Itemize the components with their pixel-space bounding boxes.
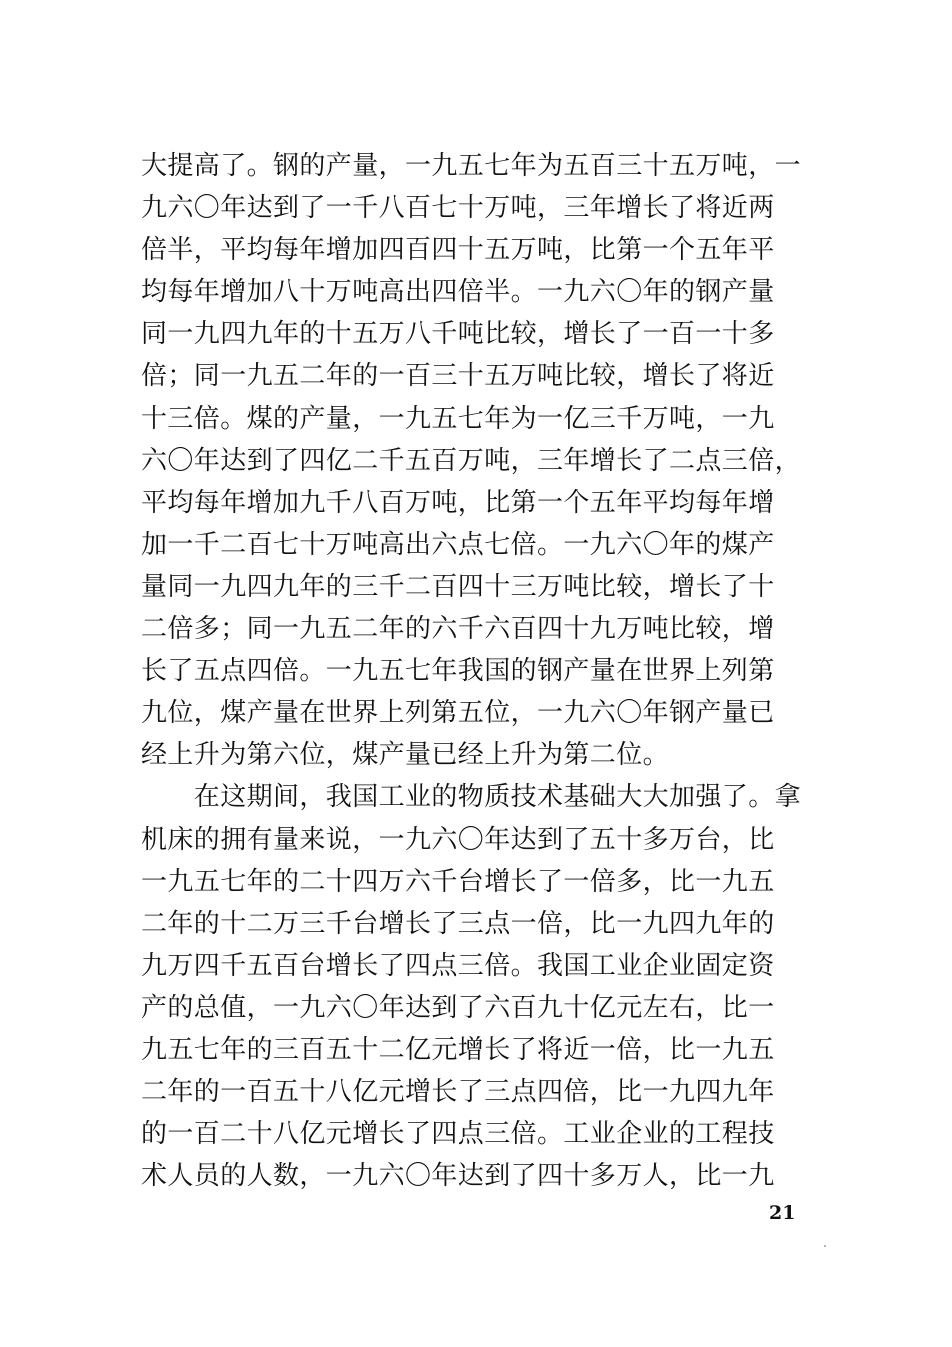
text-line: 九万四千五百台增长了四点三倍。我国工业企业固定资 — [141, 950, 775, 981]
text-line: 九位，煤产量在世界上列第五位，一九六〇年钢产量已 — [141, 698, 775, 729]
text-line: 九五七年的三百五十二亿元增长了将近一倍，比一九五 — [141, 1034, 775, 1065]
text-line: 同一九四九年的十五万八千吨比较，增长了一百一十多 — [141, 319, 775, 350]
scan-speck — [824, 1245, 826, 1247]
text-line: 十三倍。煤的产量，一九五七年为一亿三千万吨，一九 — [141, 403, 775, 434]
text-line: 加一千二百七十万吨高出六点七倍。一九六〇年的煤产 — [141, 529, 775, 560]
text-line: 二年的十二万三千台增长了三点一倍，比一九四九年的 — [141, 908, 775, 939]
text-line: 产的总值，一九六〇年达到了六百九十亿元左右，比一 — [141, 992, 775, 1023]
text-line: 机床的拥有量来说，一九六〇年达到了五十多万台，比 — [141, 824, 775, 855]
text-line: 二年的一百五十八亿元增长了三点四倍，比一九四九年 — [141, 1077, 775, 1108]
text-line: 在这期间，我国工业的物质技术基础大大加强了。拿 — [141, 782, 802, 813]
text-line: 的一百二十八亿元增长了四点三倍。工业企业的工程技 — [141, 1119, 775, 1150]
text-line: 二倍多；同一九五二年的六千六百四十九万吨比较，增 — [141, 614, 775, 645]
text-line: 平均每年增加九千八百万吨，比第一个五年平均每年增 — [141, 487, 775, 518]
text-line: 量同一九四九年的三千二百四十三万吨比较，增长了十 — [141, 571, 775, 602]
text-line: 均每年增加八十万吨高出四倍半。一九六〇年的钢产量 — [141, 277, 775, 308]
text-line: 倍；同一九五二年的一百三十五万吨比较，增长了将近 — [141, 361, 775, 392]
text-line: 一九五七年的二十四万六千台增长了一倍多，比一九五 — [141, 866, 775, 897]
page-number: 21 — [769, 1202, 796, 1224]
text-line: 倍半，平均每年增加四百四十五万吨，比第一个五年平 — [141, 235, 775, 266]
text-line: 经上升为第六位，煤产量已经上升为第二位。 — [141, 740, 670, 771]
text-line: 术人员的人数，一九六〇年达到了四十多万人，比一九 — [141, 1161, 775, 1192]
text-line: 大提高了。钢的产量，一九五七年为五百三十五万吨，一 — [141, 151, 802, 181]
body-text — [141, 145, 831, 1197]
text-line: 六〇年达到了四亿二千五百万吨，三年增长了二点三倍， — [141, 445, 802, 476]
text-line: 九六〇年达到了一千八百七十万吨，三年增长了将近两 — [141, 193, 775, 224]
text-line: 长了五点四倍。一九五七年我国的钢产量在世界上列第 — [141, 656, 775, 687]
